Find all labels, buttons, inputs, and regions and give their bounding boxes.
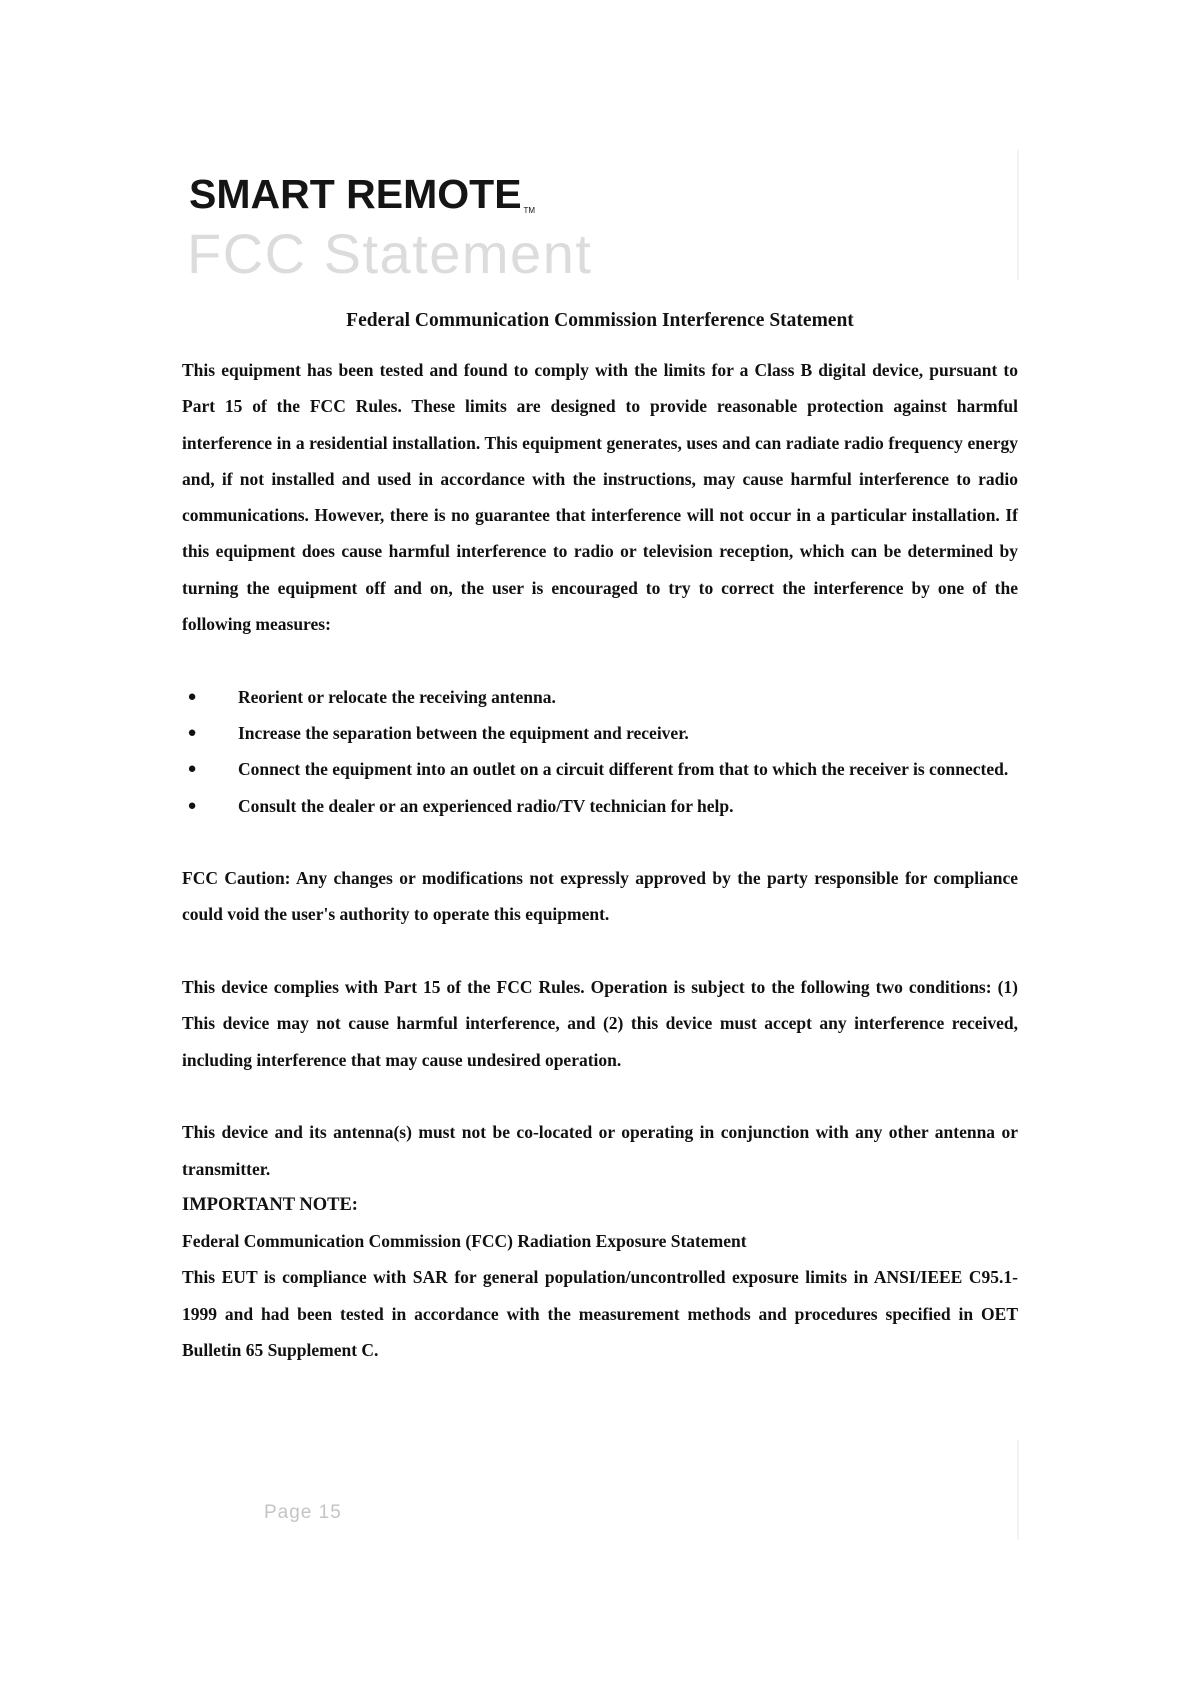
brand-logo-text: SMART REMOTE	[189, 171, 522, 217]
intro-paragraph: This equipment has been tested and found to comply with the limits for a Class B digital device, pursuant to Part 15 of the FCC Rules. These limits are designed to provide reasonable protection against harmful interference in a residential installation. This equipment generates, uses and can radiate radio frequency energy and, if not installed and used in accordance with the instructions, may cause harmful interference to radio communications. However, there is no guarantee that interference will not occur in a particular installation. If this equipment does cause harmful interference to radio or television reception, which can be determined by turning the equipment off and on, the user is encouraged to try to correct the interference by one of the following measures:	[182, 360, 1018, 635]
list-item-text: Increase the separation between the equipment and receiver.	[238, 722, 689, 743]
paragraph-spacer	[182, 933, 1018, 969]
document-body	[182, 352, 1018, 1368]
page-number: Page 15	[264, 1502, 342, 1523]
bullet-icon: ●	[187, 688, 197, 705]
fcc-caution-paragraph: FCC Caution: Any changes or modifications not expressly approved by the party responsible for compliance could void the user's authority to operate this equipment.	[182, 868, 1018, 925]
trademark-mark: TM	[523, 206, 536, 215]
exposure-statement-paragraph: This EUT is compliance with SAR for general population/uncontrolled exposure limits in ANSI/IEEE C95.1-1999 and had been tested in accordance with the measurement methods and procedures specified in OET Bulletin 65 Supplement C.	[182, 1267, 1018, 1361]
paragraph-spacer	[182, 1078, 1018, 1114]
list-item-text: Consult the dealer or an experienced radio/TV technician for help.	[238, 795, 734, 816]
bullet-icon: ●	[187, 761, 197, 778]
list-item	[182, 715, 1018, 751]
list-item-text: Reorient or relocate the receiving antenna.	[238, 686, 556, 707]
exposure-statement-title: Federal Communication Commission (FCC) Radiation Exposure Statement	[182, 1231, 747, 1252]
brand-logo	[189, 171, 536, 217]
right-margin-rule-bottom	[1017, 1440, 1019, 1540]
list-item	[182, 679, 1018, 715]
section-heading: FCC Statement	[187, 222, 593, 285]
bullet-icon: ●	[187, 797, 197, 814]
bullet-icon: ●	[187, 724, 197, 741]
list-item	[182, 788, 1018, 824]
right-margin-rule-top	[1017, 150, 1019, 280]
important-note-label: IMPORTANT NOTE:	[182, 1194, 358, 1215]
paragraph-spacer	[182, 824, 1018, 860]
colocation-paragraph: This device and its antenna(s) must not be co-located or operating in conjunction with any other antenna or transmitter.	[182, 1122, 1018, 1179]
part15-compliance-paragraph: This device complies with Part 15 of the FCC Rules. Operation is subject to the following two conditions: (1) This device may not cause harmful interference, and (2) this device must accept any interference received, including interference that may cause undesired operation.	[182, 977, 1018, 1070]
list-item	[182, 751, 1018, 787]
document-title: Federal Communication Commission Interference Statement	[346, 310, 854, 331]
list-item-text: Connect the equipment into an outlet on a circuit different from that to which the receiver is connected.	[238, 759, 1009, 780]
measures-list	[182, 679, 1018, 824]
paragraph-spacer	[182, 642, 1018, 678]
